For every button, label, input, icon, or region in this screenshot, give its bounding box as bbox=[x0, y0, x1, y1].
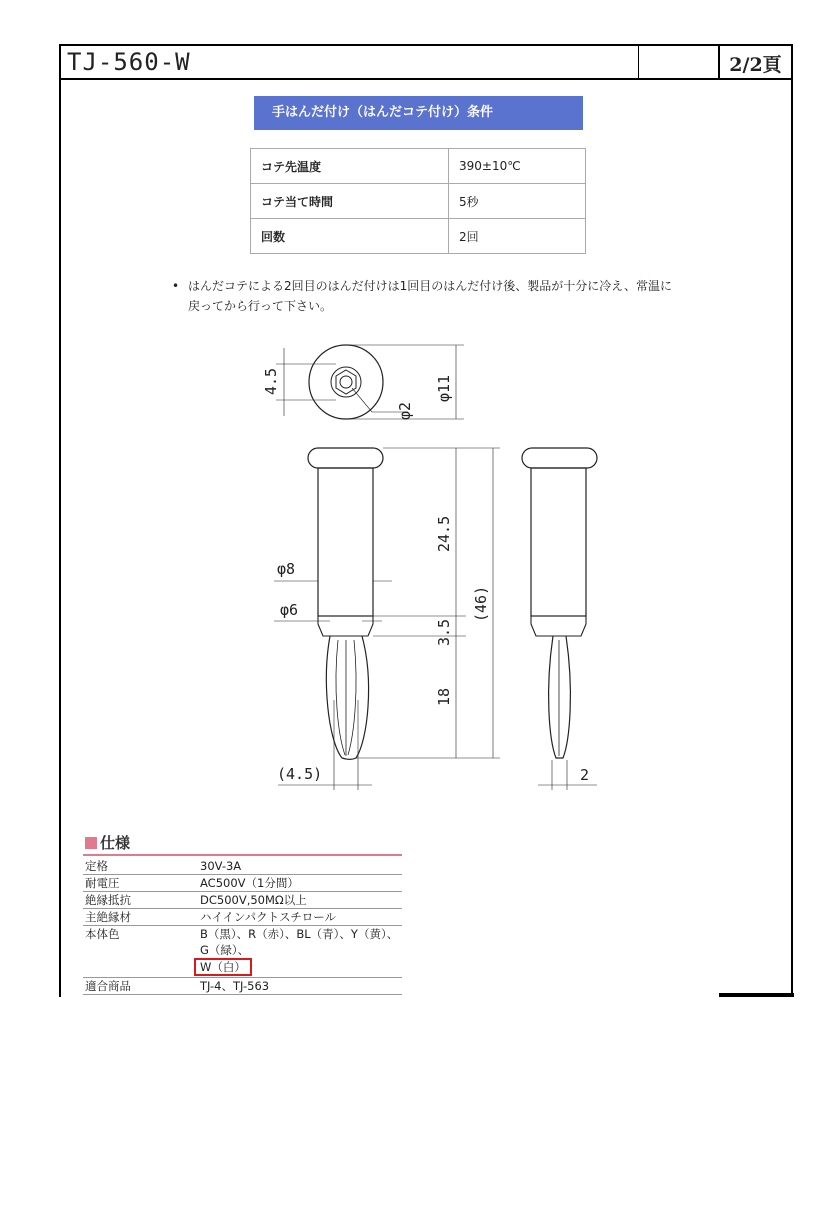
spec-value: AC500V（1分間） bbox=[200, 876, 299, 890]
dim-hex-label: 4.5 bbox=[262, 367, 280, 395]
table-row bbox=[83, 909, 402, 926]
condition-value: 2回 bbox=[449, 219, 586, 254]
dim-2-label: 2 bbox=[580, 766, 590, 784]
table-row bbox=[83, 892, 402, 909]
spec-value: DC500V,50MΩ以上 bbox=[200, 893, 307, 907]
page-number: 2/2頁 bbox=[729, 54, 782, 76]
dim-phi8-label: φ8 bbox=[277, 560, 296, 578]
condition-value: 390±10℃ bbox=[449, 149, 586, 184]
table-row bbox=[83, 926, 402, 978]
table-row bbox=[83, 875, 402, 892]
spec-value: ハイインパクトスチロール bbox=[200, 910, 337, 924]
spec-value: 30V-3A bbox=[200, 859, 242, 873]
spec-heading-text: 仕様 bbox=[100, 834, 131, 852]
spec-value: TJ-4、TJ-563 bbox=[200, 979, 270, 993]
spec-label: 本体色 bbox=[85, 927, 120, 941]
dim-4-5b-label: (4.5) bbox=[277, 765, 323, 783]
spec-table bbox=[83, 858, 402, 995]
spec-label: 適合商品 bbox=[85, 979, 131, 993]
condition-label: コテ先温度 bbox=[251, 149, 449, 184]
dim-46-label: (46) bbox=[472, 585, 490, 622]
spec-value bbox=[200, 926, 402, 977]
square-icon bbox=[85, 837, 97, 849]
spec-heading bbox=[85, 832, 130, 853]
soldering-title: 手はんだ付け（はんだコテ付け）条件 bbox=[254, 96, 583, 130]
spec-label: 定格 bbox=[85, 859, 108, 873]
dim-phi6-label: φ6 bbox=[280, 601, 299, 619]
spec-label: 主絶縁材 bbox=[85, 910, 131, 924]
bullet-icon: • bbox=[172, 279, 180, 293]
spec-label: 絶縁抵抗 bbox=[85, 893, 131, 907]
front-view bbox=[274, 448, 500, 790]
model-number: TJ-560-W bbox=[67, 48, 191, 76]
body-color-options: B（黒）、R（赤）、BL（青）、Y（黄）、G（緑）、 bbox=[200, 927, 399, 957]
spec-label: 耐電圧 bbox=[85, 876, 120, 890]
spec-heading-rule bbox=[83, 854, 402, 856]
table-row bbox=[83, 978, 402, 995]
dim-phi2-label: φ2 bbox=[396, 401, 414, 420]
condition-label: コテ当て時間 bbox=[251, 184, 449, 219]
dim-18-label: 18 bbox=[435, 687, 453, 706]
dim-phi11-label: φ11 bbox=[435, 374, 453, 402]
dim-3-5-label: 3.5 bbox=[435, 618, 453, 646]
note-text: はんだコテによる2回目のはんだ付けは1回目のはんだ付け後、製品が十分に冷え、常温に戻ってから行って下さい。 bbox=[188, 279, 672, 313]
condition-value: 5秒 bbox=[449, 184, 586, 219]
highlighted-color-white: W（白） bbox=[194, 958, 252, 976]
side-view bbox=[522, 448, 597, 790]
condition-label: 回数 bbox=[251, 219, 449, 254]
table-row bbox=[83, 858, 402, 875]
dim-24-5-label: 24.5 bbox=[435, 515, 453, 552]
